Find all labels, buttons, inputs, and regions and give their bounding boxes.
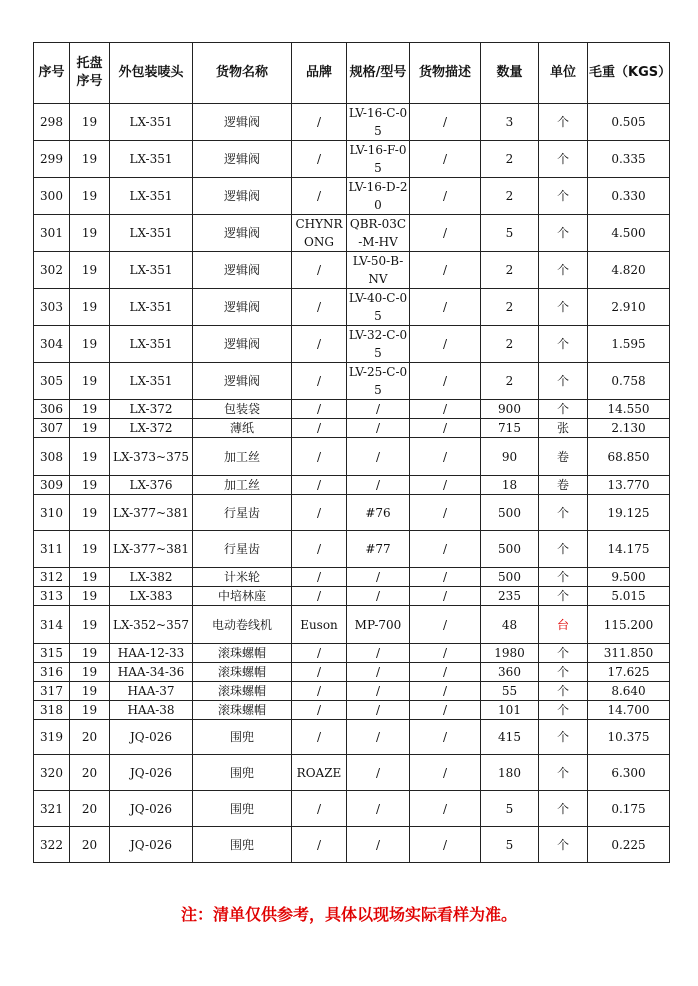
cell-no: 315 <box>34 644 70 663</box>
table-row <box>34 827 670 863</box>
cell-weight: 5.015 <box>588 587 670 606</box>
cell-weight: 17.625 <box>588 663 670 682</box>
cell-unit: 张 <box>539 419 588 438</box>
cell-spec: MP-700 <box>347 606 410 644</box>
cell-name: 逻辑阀 <box>193 289 292 326</box>
cell-no: 311 <box>34 531 70 568</box>
header-qty: 数量 <box>481 43 539 104</box>
cell-mark: LX-351 <box>110 252 193 289</box>
cell-no: 305 <box>34 363 70 400</box>
cell-no: 308 <box>34 438 70 476</box>
cell-unit: 个 <box>539 141 588 178</box>
cell-unit: 个 <box>539 326 588 363</box>
cell-no: 306 <box>34 400 70 419</box>
cell-name: 包装袋 <box>193 400 292 419</box>
cell-mark: LX-377~381 <box>110 531 193 568</box>
cell-name: 滚珠螺帽 <box>193 701 292 720</box>
cell-unit: 个 <box>539 400 588 419</box>
cell-name: 逻辑阀 <box>193 178 292 215</box>
cell-desc: / <box>410 215 481 252</box>
cell-spec: / <box>347 644 410 663</box>
cell-pallet: 19 <box>70 568 110 587</box>
cell-pallet: 19 <box>70 215 110 252</box>
cell-brand: / <box>292 419 347 438</box>
cell-weight: 19.125 <box>588 495 670 531</box>
cell-name: 薄纸 <box>193 419 292 438</box>
cell-weight: 14.175 <box>588 531 670 568</box>
cell-qty: 360 <box>481 663 539 682</box>
cell-brand: / <box>292 400 347 419</box>
cell-brand: / <box>292 438 347 476</box>
cell-pallet: 19 <box>70 495 110 531</box>
cell-qty: 55 <box>481 682 539 701</box>
cell-spec: / <box>347 400 410 419</box>
cell-mark: JQ-026 <box>110 755 193 791</box>
cell-qty: 415 <box>481 720 539 755</box>
cell-name: 电动卷线机 <box>193 606 292 644</box>
cell-brand: / <box>292 495 347 531</box>
cell-pallet: 20 <box>70 791 110 827</box>
cell-no: 299 <box>34 141 70 178</box>
cell-unit: 个 <box>539 644 588 663</box>
cell-pallet: 20 <box>70 755 110 791</box>
cell-mark: LX-351 <box>110 326 193 363</box>
cell-desc: / <box>410 104 481 141</box>
cell-brand: / <box>292 663 347 682</box>
table-row <box>34 568 670 587</box>
table-row <box>34 495 670 531</box>
cell-unit: 卷 <box>539 438 588 476</box>
cell-spec: LV-50-B-NV <box>347 252 410 289</box>
cell-mark: HAA-34-36 <box>110 663 193 682</box>
cell-desc: / <box>410 606 481 644</box>
cell-qty: 90 <box>481 438 539 476</box>
cell-name: 计米轮 <box>193 568 292 587</box>
cell-qty: 500 <box>481 568 539 587</box>
cell-unit: 个 <box>539 701 588 720</box>
cell-desc: / <box>410 495 481 531</box>
cell-unit: 个 <box>539 104 588 141</box>
cell-brand: / <box>292 568 347 587</box>
cell-spec: / <box>347 587 410 606</box>
cell-spec: / <box>347 438 410 476</box>
cell-spec: / <box>347 701 410 720</box>
cell-name: 滚珠螺帽 <box>193 644 292 663</box>
table-row <box>34 252 670 289</box>
table-row <box>34 682 670 701</box>
cell-brand: / <box>292 682 347 701</box>
cell-spec: LV-40-C-05 <box>347 289 410 326</box>
cell-desc: / <box>410 827 481 863</box>
cell-weight: 9.500 <box>588 568 670 587</box>
cell-spec: / <box>347 568 410 587</box>
cell-mark: LX-351 <box>110 104 193 141</box>
cell-spec: / <box>347 476 410 495</box>
header-weight: 毛重（KGS） <box>588 43 670 104</box>
cell-mark: JQ-026 <box>110 827 193 863</box>
cell-pallet: 20 <box>70 720 110 755</box>
cell-pallet: 19 <box>70 682 110 701</box>
cell-qty: 5 <box>481 827 539 863</box>
cell-name: 加工丝 <box>193 438 292 476</box>
cell-mark: LX-351 <box>110 215 193 252</box>
cell-unit: 个 <box>539 363 588 400</box>
cell-pallet: 19 <box>70 644 110 663</box>
cell-weight: 0.225 <box>588 827 670 863</box>
packing-list-table <box>33 42 670 863</box>
cell-qty: 2 <box>481 141 539 178</box>
cell-unit: 卷 <box>539 476 588 495</box>
table-row <box>34 400 670 419</box>
cell-qty: 2 <box>481 363 539 400</box>
cell-desc: / <box>410 326 481 363</box>
table-row <box>34 531 670 568</box>
cell-qty: 715 <box>481 419 539 438</box>
cell-brand: / <box>292 827 347 863</box>
cell-desc: / <box>410 720 481 755</box>
cell-spec: QBR-03C-M-HV <box>347 215 410 252</box>
cell-desc: / <box>410 419 481 438</box>
cell-qty: 2 <box>481 178 539 215</box>
cell-name: 逻辑阀 <box>193 215 292 252</box>
cell-mark: LX-351 <box>110 363 193 400</box>
cell-unit: 个 <box>539 720 588 755</box>
header-pallet: 托盘序号 <box>70 43 110 104</box>
cell-mark: LX-352~357 <box>110 606 193 644</box>
cell-no: 314 <box>34 606 70 644</box>
cell-desc: / <box>410 701 481 720</box>
cell-spec: / <box>347 827 410 863</box>
header-name: 货物名称 <box>193 43 292 104</box>
cell-pallet: 19 <box>70 400 110 419</box>
cell-mark: LX-382 <box>110 568 193 587</box>
cell-pallet: 19 <box>70 289 110 326</box>
cell-spec: LV-16-D-20 <box>347 178 410 215</box>
table-row <box>34 178 670 215</box>
table-row <box>34 755 670 791</box>
cell-unit: 个 <box>539 252 588 289</box>
cell-mark: LX-373~375 <box>110 438 193 476</box>
cell-weight: 4.820 <box>588 252 670 289</box>
cell-desc: / <box>410 663 481 682</box>
table-row <box>34 104 670 141</box>
cell-no: 300 <box>34 178 70 215</box>
cell-qty: 3 <box>481 104 539 141</box>
cell-brand: / <box>292 141 347 178</box>
cell-no: 319 <box>34 720 70 755</box>
cell-desc: / <box>410 531 481 568</box>
table-row <box>34 141 670 178</box>
cell-brand: / <box>292 178 347 215</box>
cell-unit: 个 <box>539 663 588 682</box>
cell-brand: / <box>292 289 347 326</box>
cell-qty: 2 <box>481 252 539 289</box>
cell-weight: 1.595 <box>588 326 670 363</box>
cell-mark: HAA-38 <box>110 701 193 720</box>
cell-spec: / <box>347 419 410 438</box>
cell-desc: / <box>410 568 481 587</box>
cell-name: 逻辑阀 <box>193 252 292 289</box>
cell-weight: 311.850 <box>588 644 670 663</box>
cell-spec: / <box>347 663 410 682</box>
cell-qty: 2 <box>481 326 539 363</box>
cell-spec: LV-32-C-05 <box>347 326 410 363</box>
table-row <box>34 363 670 400</box>
cell-mark: JQ-026 <box>110 720 193 755</box>
cell-brand: / <box>292 720 347 755</box>
cell-qty: 1980 <box>481 644 539 663</box>
cell-pallet: 19 <box>70 531 110 568</box>
cell-mark: LX-372 <box>110 400 193 419</box>
cell-unit: 个 <box>539 755 588 791</box>
cell-desc: / <box>410 438 481 476</box>
cell-pallet: 19 <box>70 587 110 606</box>
cell-weight: 2.910 <box>588 289 670 326</box>
cell-name: 滚珠螺帽 <box>193 663 292 682</box>
header-spec: 规格/型号 <box>347 43 410 104</box>
cell-qty: 500 <box>481 531 539 568</box>
cell-pallet: 19 <box>70 104 110 141</box>
cell-no: 304 <box>34 326 70 363</box>
cell-weight: 115.200 <box>588 606 670 644</box>
cell-mark: LX-351 <box>110 178 193 215</box>
cell-brand: ROAZE <box>292 755 347 791</box>
packing-list <box>33 42 672 863</box>
cell-qty: 5 <box>481 215 539 252</box>
table-row <box>34 289 670 326</box>
cell-weight: 0.505 <box>588 104 670 141</box>
cell-brand: / <box>292 587 347 606</box>
cell-no: 318 <box>34 701 70 720</box>
cell-spec: / <box>347 791 410 827</box>
cell-pallet: 19 <box>70 663 110 682</box>
cell-unit: 个 <box>539 495 588 531</box>
cell-brand: / <box>292 701 347 720</box>
cell-brand: / <box>292 104 347 141</box>
cell-brand: Euson <box>292 606 347 644</box>
cell-desc: / <box>410 363 481 400</box>
cell-mark: LX-372 <box>110 419 193 438</box>
cell-pallet: 19 <box>70 701 110 720</box>
cell-brand: / <box>292 252 347 289</box>
cell-unit: 个 <box>539 827 588 863</box>
table-row <box>34 791 670 827</box>
table-row <box>34 644 670 663</box>
cell-desc: / <box>410 178 481 215</box>
cell-mark: LX-377~381 <box>110 495 193 531</box>
cell-name: 围兜 <box>193 755 292 791</box>
cell-unit: 个 <box>539 791 588 827</box>
cell-spec: LV-16-C-05 <box>347 104 410 141</box>
cell-pallet: 19 <box>70 438 110 476</box>
cell-weight: 14.700 <box>588 701 670 720</box>
cell-qty: 5 <box>481 791 539 827</box>
table-row <box>34 701 670 720</box>
cell-weight: 2.130 <box>588 419 670 438</box>
table-row <box>34 720 670 755</box>
cell-unit: 个 <box>539 587 588 606</box>
cell-no: 302 <box>34 252 70 289</box>
cell-weight: 68.850 <box>588 438 670 476</box>
cell-spec: / <box>347 682 410 701</box>
cell-mark: HAA-12-33 <box>110 644 193 663</box>
cell-qty: 180 <box>481 755 539 791</box>
cell-desc: / <box>410 141 481 178</box>
cell-weight: 14.550 <box>588 400 670 419</box>
header-no: 序号 <box>34 43 70 104</box>
header-desc: 货物描述 <box>410 43 481 104</box>
table-row <box>34 215 670 252</box>
cell-brand: / <box>292 644 347 663</box>
cell-pallet: 20 <box>70 827 110 863</box>
cell-name: 逻辑阀 <box>193 363 292 400</box>
cell-qty: 235 <box>481 587 539 606</box>
table-row <box>34 438 670 476</box>
cell-desc: / <box>410 289 481 326</box>
cell-qty: 18 <box>481 476 539 495</box>
cell-pallet: 19 <box>70 178 110 215</box>
cell-desc: / <box>410 755 481 791</box>
table-row <box>34 476 670 495</box>
table-row <box>34 606 670 644</box>
cell-mark: JQ-026 <box>110 791 193 827</box>
cell-name: 中培林座 <box>193 587 292 606</box>
cell-unit: 台 <box>539 606 588 644</box>
cell-brand: / <box>292 476 347 495</box>
cell-brand: / <box>292 363 347 400</box>
cell-weight: 8.640 <box>588 682 670 701</box>
cell-no: 303 <box>34 289 70 326</box>
cell-pallet: 19 <box>70 363 110 400</box>
cell-qty: 500 <box>481 495 539 531</box>
cell-desc: / <box>410 252 481 289</box>
cell-weight: 0.330 <box>588 178 670 215</box>
cell-brand: / <box>292 326 347 363</box>
cell-no: 301 <box>34 215 70 252</box>
header-unit: 单位 <box>539 43 588 104</box>
cell-unit: 个 <box>539 682 588 701</box>
cell-desc: / <box>410 644 481 663</box>
cell-pallet: 19 <box>70 252 110 289</box>
header-mark: 外包装唛头 <box>110 43 193 104</box>
cell-no: 313 <box>34 587 70 606</box>
cell-pallet: 19 <box>70 606 110 644</box>
table-body <box>34 104 670 863</box>
cell-name: 逻辑阀 <box>193 326 292 363</box>
cell-pallet: 19 <box>70 476 110 495</box>
cell-qty: 900 <box>481 400 539 419</box>
cell-brand: / <box>292 531 347 568</box>
cell-spec: #77 <box>347 531 410 568</box>
cell-weight: 10.375 <box>588 720 670 755</box>
cell-no: 310 <box>34 495 70 531</box>
cell-qty: 101 <box>481 701 539 720</box>
cell-weight: 13.770 <box>588 476 670 495</box>
header-brand: 品牌 <box>292 43 347 104</box>
cell-mark: LX-383 <box>110 587 193 606</box>
table-row <box>34 326 670 363</box>
cell-spec: / <box>347 720 410 755</box>
cell-name: 围兜 <box>193 827 292 863</box>
cell-name: 逻辑阀 <box>193 104 292 141</box>
cell-no: 321 <box>34 791 70 827</box>
cell-desc: / <box>410 587 481 606</box>
table-row <box>34 663 670 682</box>
table-row <box>34 419 670 438</box>
cell-desc: / <box>410 682 481 701</box>
cell-no: 307 <box>34 419 70 438</box>
cell-brand: / <box>292 791 347 827</box>
cell-weight: 6.300 <box>588 755 670 791</box>
cell-pallet: 19 <box>70 326 110 363</box>
cell-no: 309 <box>34 476 70 495</box>
cell-no: 316 <box>34 663 70 682</box>
cell-unit: 个 <box>539 531 588 568</box>
cell-name: 行星齿 <box>193 531 292 568</box>
cell-weight: 0.335 <box>588 141 670 178</box>
cell-desc: / <box>410 400 481 419</box>
cell-name: 滚珠螺帽 <box>193 682 292 701</box>
cell-unit: 个 <box>539 289 588 326</box>
cell-no: 317 <box>34 682 70 701</box>
cell-mark: LX-351 <box>110 289 193 326</box>
cell-unit: 个 <box>539 178 588 215</box>
cell-brand: CHYNRONG <box>292 215 347 252</box>
cell-name: 行星齿 <box>193 495 292 531</box>
cell-name: 围兜 <box>193 791 292 827</box>
cell-no: 298 <box>34 104 70 141</box>
cell-pallet: 19 <box>70 419 110 438</box>
cell-mark: LX-351 <box>110 141 193 178</box>
table-header-row <box>34 43 670 104</box>
cell-weight: 0.758 <box>588 363 670 400</box>
cell-no: 312 <box>34 568 70 587</box>
cell-unit: 个 <box>539 215 588 252</box>
disclaimer-note: 注：清单仅供参考，具体以现场实际看样为准。 <box>180 905 517 924</box>
cell-spec: #76 <box>347 495 410 531</box>
cell-spec: LV-16-F-05 <box>347 141 410 178</box>
cell-spec: / <box>347 755 410 791</box>
cell-name: 围兜 <box>193 720 292 755</box>
cell-name: 加工丝 <box>193 476 292 495</box>
cell-pallet: 19 <box>70 141 110 178</box>
cell-no: 320 <box>34 755 70 791</box>
cell-spec: LV-25-C-05 <box>347 363 410 400</box>
cell-mark: LX-376 <box>110 476 193 495</box>
cell-weight: 4.500 <box>588 215 670 252</box>
cell-unit: 个 <box>539 568 588 587</box>
cell-desc: / <box>410 791 481 827</box>
cell-no: 322 <box>34 827 70 863</box>
cell-name: 逻辑阀 <box>193 141 292 178</box>
cell-mark: HAA-37 <box>110 682 193 701</box>
table-row <box>34 587 670 606</box>
cell-qty: 2 <box>481 289 539 326</box>
cell-qty: 48 <box>481 606 539 644</box>
cell-desc: / <box>410 476 481 495</box>
cell-weight: 0.175 <box>588 791 670 827</box>
